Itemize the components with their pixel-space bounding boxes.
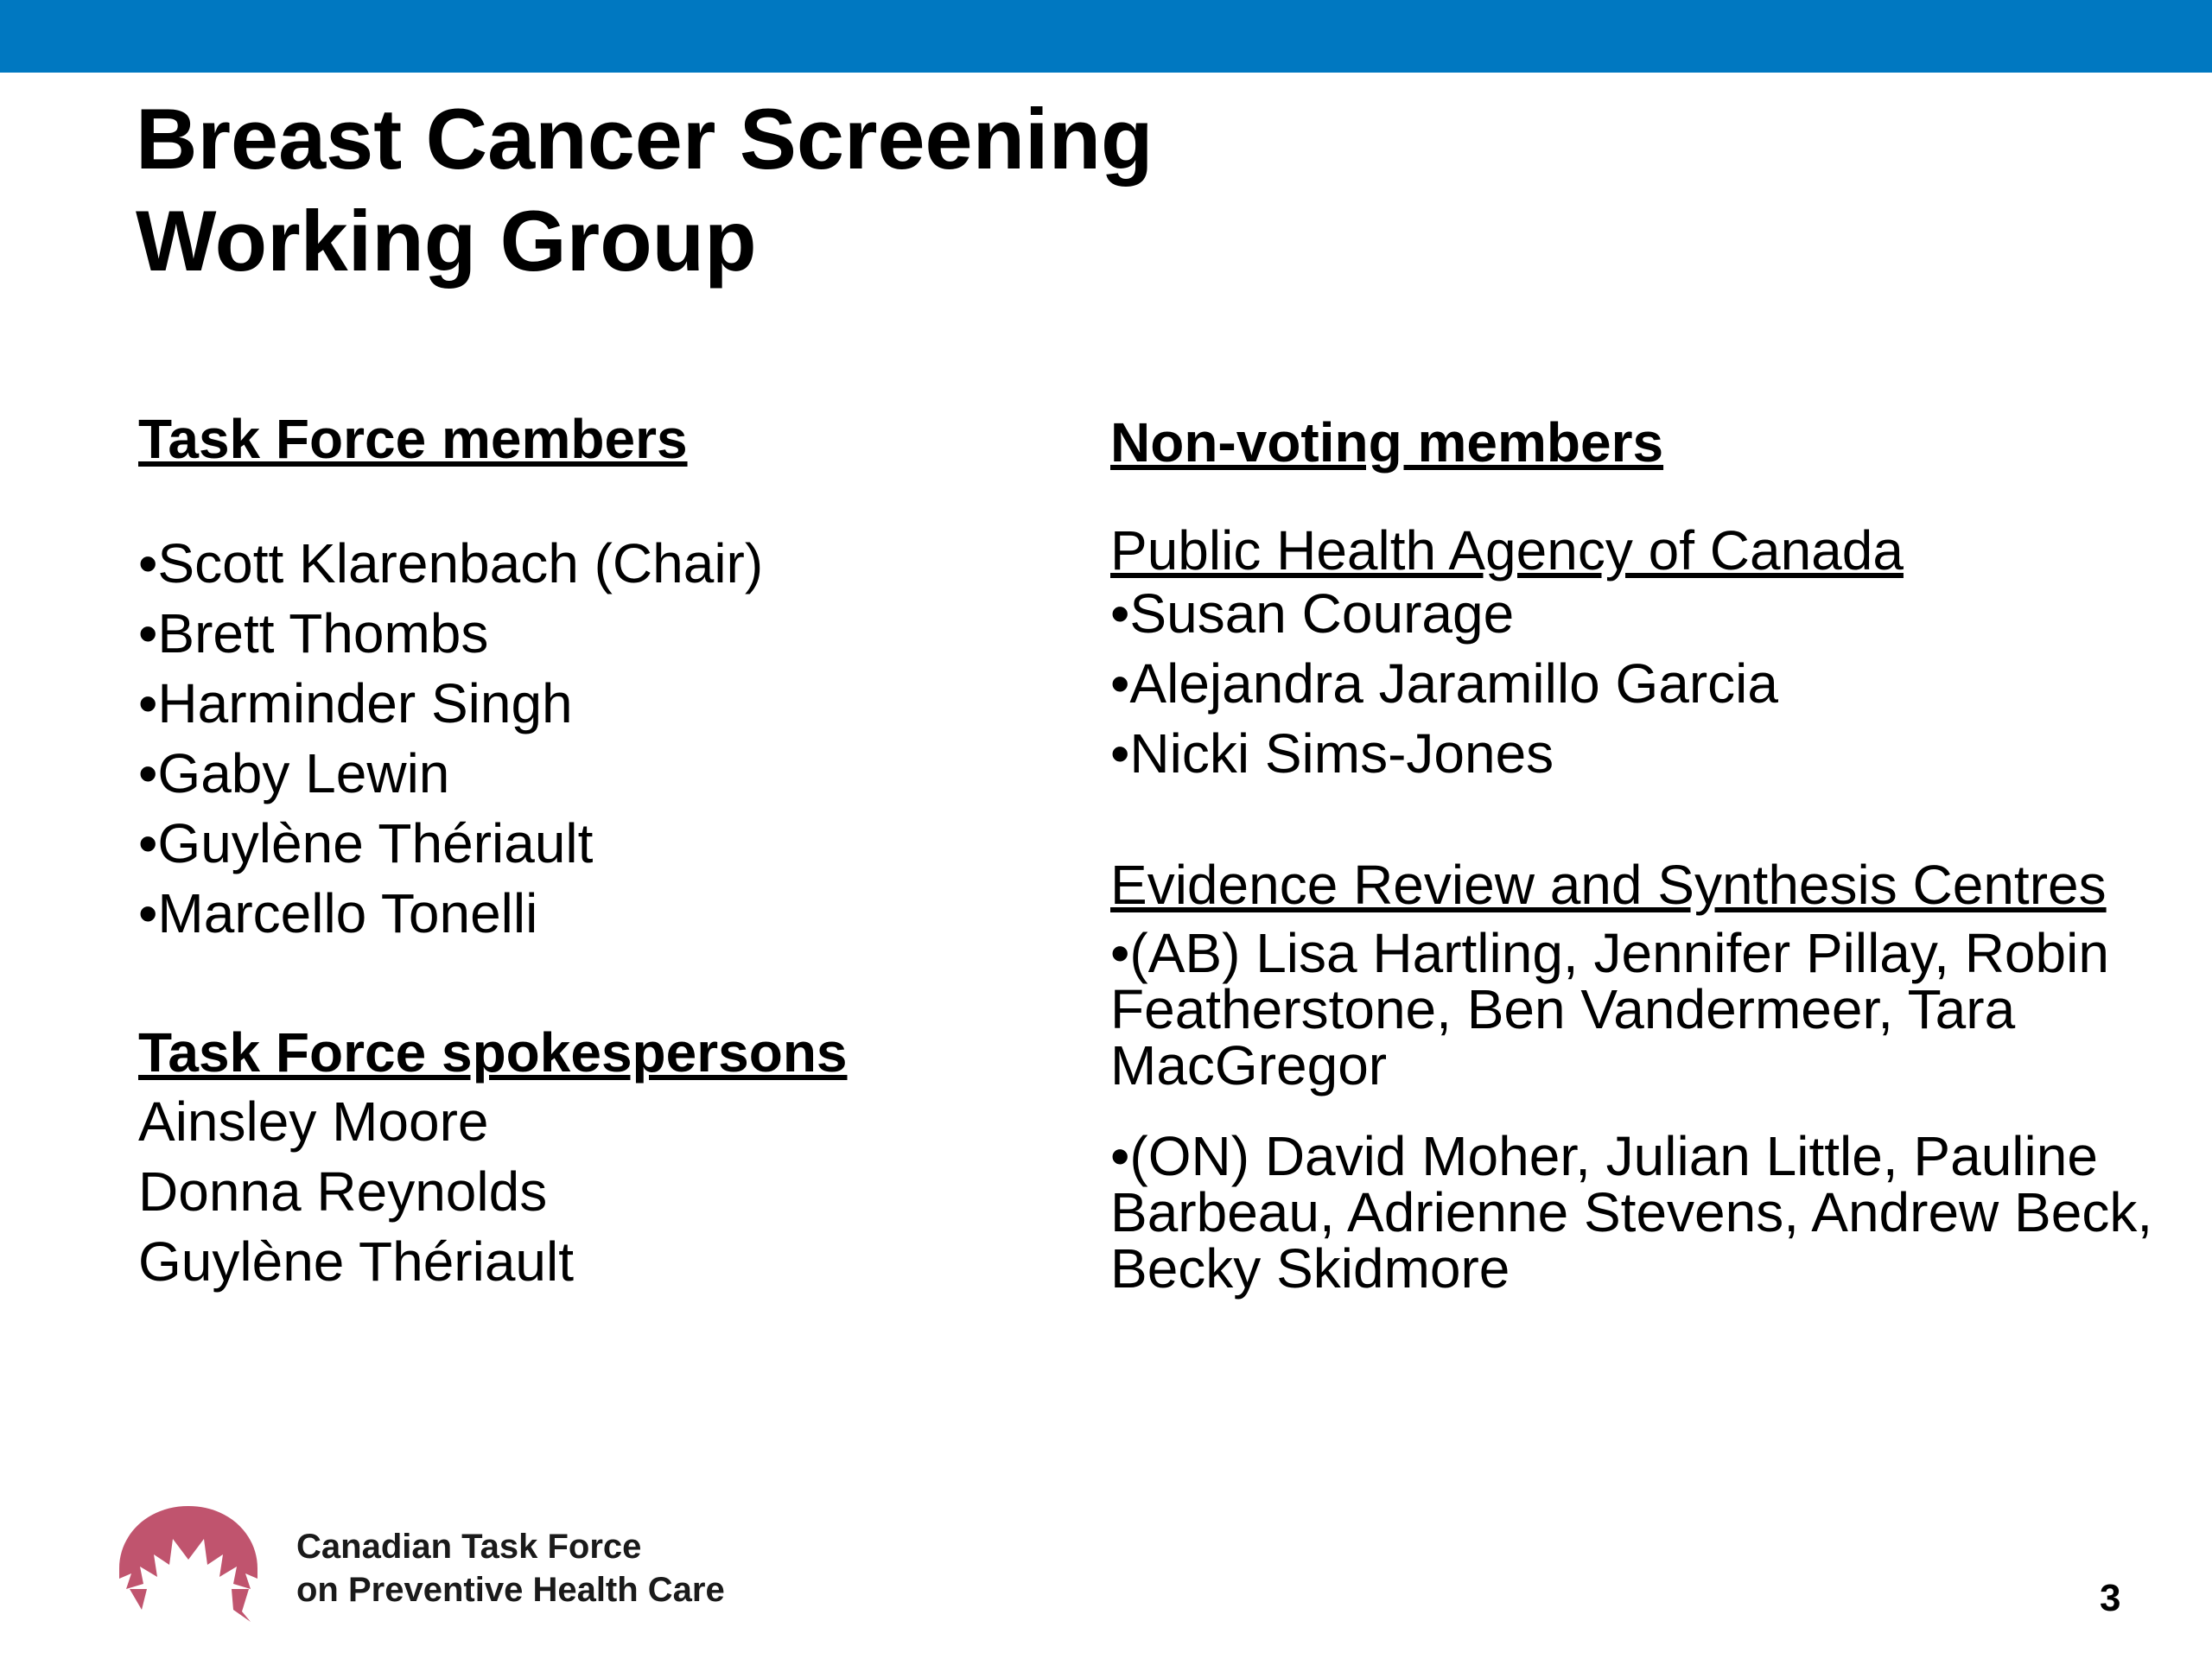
member-item: •Gaby Lewin (138, 742, 450, 804)
member-item: •Marcello Tonelli (138, 882, 538, 944)
member-item: •Harminder Singh (138, 672, 573, 734)
left-column (138, 404, 1071, 1297)
member-item: •Guylène Thériault (138, 812, 594, 874)
top-accent-bar (0, 0, 2212, 73)
organization-name (296, 1525, 725, 1611)
spokesperson-item: Donna Reynolds (138, 1160, 548, 1223)
non-voting-members-heading: Non-voting members (1110, 411, 1664, 474)
slide-title-line-1: Breast Cancer Screening (136, 91, 1154, 187)
phac-member-item: •Nicki Sims-Jones (1110, 722, 1554, 785)
phac-heading: Public Health Agency of Canada (1110, 519, 1904, 582)
member-item: •Brett Thombs (138, 602, 489, 664)
spokesperson-item: Guylène Thériault (138, 1230, 574, 1293)
phac-member-item: •Alejandra Jaramillo Garcia (1110, 652, 1778, 715)
footer (112, 1499, 804, 1629)
organization-name-line-1: Canadian Task Force (296, 1528, 642, 1566)
member-item: •Scott Klarenbach (Chair) (138, 532, 764, 594)
ersc-heading: Evidence Review and Synthesis Centres (1110, 854, 2107, 916)
phac-member-item: •Susan Courage (1110, 582, 1515, 645)
ersc-on-members: •(ON) David Moher, Julian Little, Pauline Barbeau, Adrienne Stevens, Andrew Beck, Becky Skidmore (1110, 1125, 2153, 1300)
maple-leaf-logo-icon (112, 1499, 264, 1629)
page-number: 3 (2100, 1577, 2121, 1619)
slide-title (136, 88, 1154, 292)
ersc-ab-members: •(AB) Lisa Hartling, Jennifer Pillay, Robin Featherstone, Ben Vandermeer, Tara MacGregor (1110, 922, 2109, 1096)
task-force-members-heading: Task Force members (138, 408, 688, 470)
organization-name-line-2: on Preventive Health Care (296, 1571, 725, 1609)
spokesperson-item: Ainsley Moore (138, 1090, 489, 1153)
spokespersons-heading: Task Force spokespersons (138, 1021, 848, 1084)
slide-title-line-2: Working Group (136, 193, 757, 289)
right-column (1110, 408, 2182, 1300)
